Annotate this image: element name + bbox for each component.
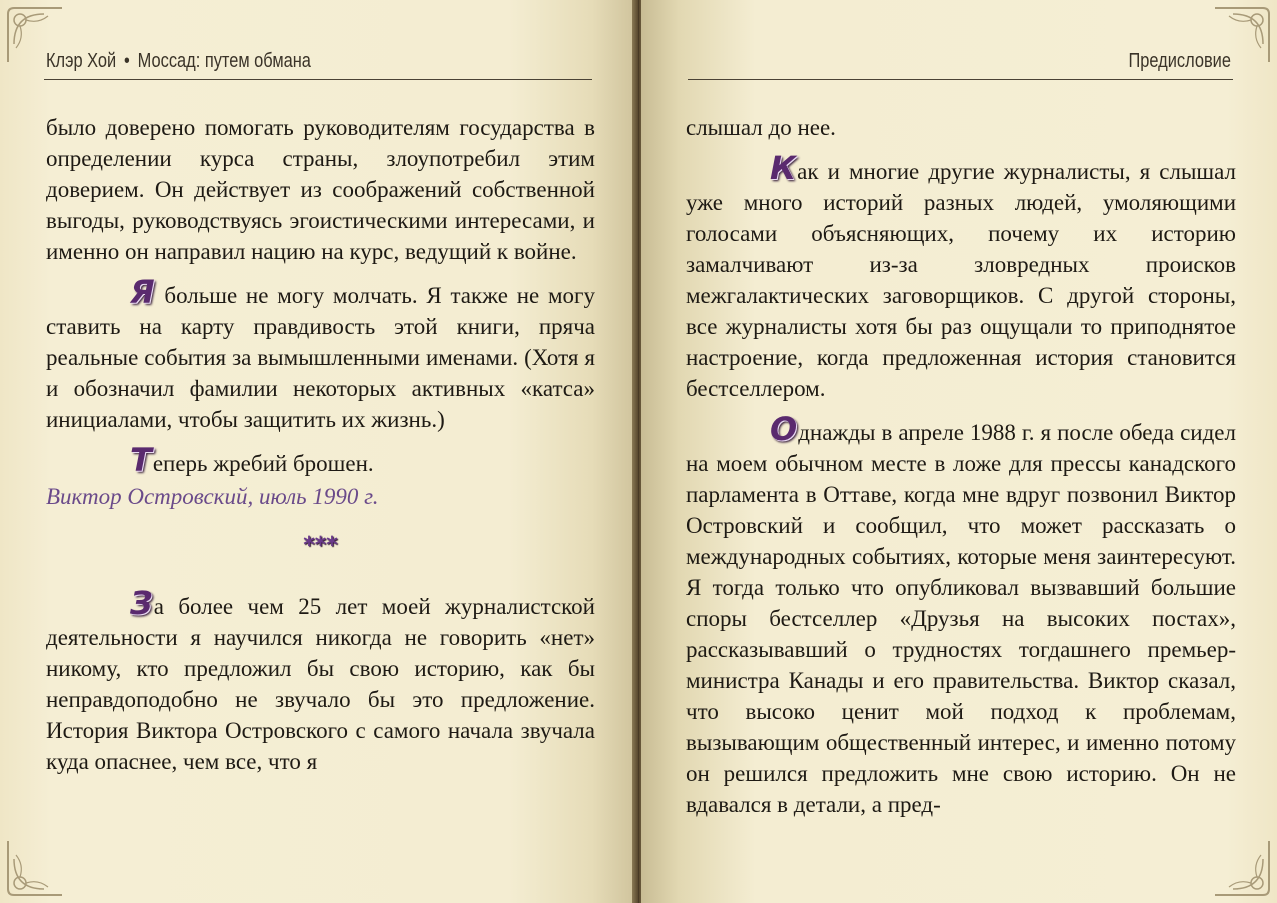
right-page[interactable]	[641, 0, 1277, 903]
paragraph-text: днажды в апреле 1988 г. я после обеда сидел на моем обычном месте в ложе для прессы канадского парламента в Оттаве, когда мне вдруг позвонил Виктор Островский и сообщил, что может рассказать о международных событиях, которые меня заинтересуют. Я тогда только что опубликовал вызвавший большие споры бестселлер «Друзья на высоких постах», рассказывавший о трудностях тогдашнего премьер-министра Канады и его правительства. Виктор сказал, что высоко ценит мой подход к проблемам, вызывающим общественный интерес, и именно потому он решился предложить мне свою историю. Он не вдавался в детали, а пред-	[686, 420, 1236, 817]
drop-cap: З	[130, 584, 153, 622]
drop-cap: Т	[130, 441, 152, 479]
ornament-corner-icon	[1211, 837, 1273, 899]
paragraph	[686, 149, 1236, 404]
header-rule	[44, 79, 592, 80]
running-header-left	[46, 50, 311, 78]
paragraph-text: ак и многие другие журналисты, я слышал уже много историй разных людей, умоляющими голосами объясняющих, почему их историю замалчивают из-за зловредных происков межгалактических заговорщиков. С другой стороны, все журналисты хотя бы раз ощущали то приподнятое настроение, когда предложенная история становится бестселлером.	[686, 159, 1236, 401]
ornament-corner-icon	[4, 837, 66, 899]
header-rule	[688, 79, 1233, 80]
left-page[interactable]	[0, 0, 636, 903]
paragraph-text: а более чем 25 лет моей журналистской деятельности я научился никогда не говорить «нет» никому, кто предложил бы свою историю, как бы неправдоподобно не звучало бы это предложение. История Виктора Островского с самого начала звучала куда опаснее, чем все, что я	[46, 594, 595, 774]
running-header-right	[1129, 50, 1231, 78]
drop-cap: К	[770, 149, 797, 187]
section-divider-stars: ***	[303, 533, 338, 558]
paragraph	[46, 441, 595, 479]
header-section-title: Предисловие	[1128, 50, 1231, 72]
header-separator: •	[124, 50, 130, 72]
paragraph-text: было доверено помогать руководителям государства в определении курса страны, злоупотребил этим доверием. Он действует из соображений собственной выгоды, руководствуясь эгоистическими интересами, и именно он направил нацию на курс, ведущий к войне.	[46, 115, 595, 264]
paragraph	[686, 112, 1236, 143]
right-page-text	[686, 112, 1236, 833]
paragraph-text: больше не могу молчать. Я также не могу ставить на карту правдивость этой книги, пряча реальные события за вымышленными именами. (Хотя я и обозначил фамилии некоторых активных «катса» инициалами, чтобы защитить их жизнь.)	[46, 283, 595, 432]
header-author: Клэр Хой	[46, 50, 117, 72]
header-book-title: Моссад: путем обмана	[137, 50, 311, 72]
paragraph	[46, 273, 595, 435]
paragraph	[46, 584, 595, 777]
signature: Виктор Островский, июль 1990 г.	[46, 484, 379, 509]
paragraph-text: слышал до нее.	[686, 115, 836, 140]
drop-cap: Я	[130, 273, 155, 311]
drop-cap: О	[770, 410, 798, 448]
paragraph	[686, 410, 1236, 820]
left-page-text	[46, 112, 595, 790]
paragraph-text: еперь жребий брошен.	[152, 451, 374, 476]
paragraph	[46, 112, 595, 267]
